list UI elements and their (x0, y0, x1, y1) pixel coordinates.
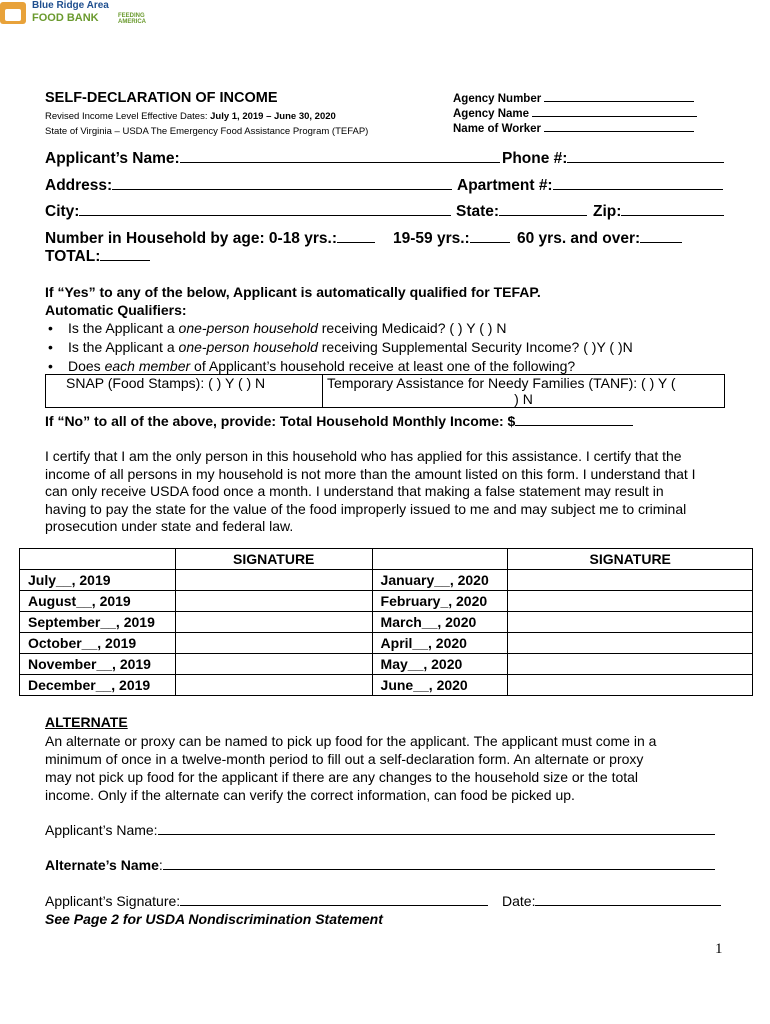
logo-line3: FEEDING AMERICA (118, 13, 146, 25)
qualifier-list (45, 319, 633, 376)
page-number: 1 (715, 941, 723, 957)
see-page-2-note: See Page 2 for USDA Nondiscrimination Statement (45, 911, 383, 927)
month-cell: November__, 2019 (20, 654, 176, 675)
month-cell: February_, 2020 (372, 591, 508, 612)
month-cell: April__, 2020 (372, 633, 508, 654)
qualifier-heading: Automatic Qualifiers: (45, 302, 187, 318)
signature-cell[interactable] (175, 612, 372, 633)
qualifier-medicaid[interactable]: • Is the Applicant a one-person household receiving Medicaid? ( ) Y ( ) N (45, 319, 633, 338)
month-cell: March__, 2020 (372, 612, 508, 633)
month-cell: May__, 2020 (372, 654, 508, 675)
alternate-name-field[interactable]: Alternate’s Name: (45, 857, 715, 873)
city-field[interactable]: City: (45, 203, 451, 221)
tanf-option[interactable]: Temporary Assistance for Needy Families (TANF): ( ) Y ( ) N (323, 375, 725, 408)
revised-dates: Revised Income Level Effective Dates: July 1, 2019 – June 30, 2020 (45, 111, 336, 122)
month-cell: July__, 2019 (20, 570, 176, 591)
monthly-income-field[interactable]: If “No” to all of the above, provide: Total Household Monthly Income: $ (45, 413, 633, 429)
snap-tanf-table (45, 374, 725, 408)
signature-cell[interactable] (508, 612, 753, 633)
signature-header-right: SIGNATURE (508, 549, 753, 570)
address-field[interactable]: Address: (45, 177, 452, 195)
age-19-59-field[interactable]: 19-59 yrs.: (393, 230, 510, 248)
signature-cell[interactable] (175, 654, 372, 675)
state-program-line: State of Virginia – USDA The Emergency Food Assistance Program (TEFAP) (45, 126, 369, 137)
signature-cell[interactable] (508, 654, 753, 675)
applicant-signature-field[interactable]: Applicant’s Signature: (45, 893, 488, 909)
agency-name-field[interactable]: Agency Name (453, 108, 697, 120)
state-field[interactable]: State: (456, 203, 587, 221)
signature-table (19, 548, 753, 696)
signature-header-left: SIGNATURE (175, 549, 372, 570)
phone-field[interactable]: Phone #: (502, 150, 724, 168)
month-cell: September__, 2019 (20, 612, 176, 633)
date-field[interactable]: Date: (502, 893, 721, 909)
blank-header-cell (20, 549, 176, 570)
logo-line2: FOOD BANK (32, 12, 99, 24)
certification-text: I certify that I am the only person in this household who has applied for this assistance. I certify that the income of all persons in my household is not more than the amount listed on this form. I understand that I can only receive USDA food once a month. I understand that making a false statement may result in having to pay the state for the value of the food improperly issued to me and may subject me to criminal prosecution under state and federal law. (45, 448, 696, 534)
applicant-name-field[interactable]: Applicant’s Name: (45, 150, 500, 168)
blank-header-cell (372, 549, 508, 570)
signature-cell[interactable] (508, 591, 753, 612)
food-bank-logo (0, 0, 150, 30)
qualifier-household: • Does each member of Applicant’s household receive at least one of the following? (45, 357, 633, 376)
form-title: SELF-DECLARATION OF INCOME (45, 90, 278, 106)
qualifier-ssi[interactable]: • Is the Applicant a one-person household receiving Supplemental Security Income? ( )Y ( )N (45, 338, 633, 357)
month-cell: October__, 2019 (20, 633, 176, 654)
signature-cell[interactable] (175, 633, 372, 654)
worker-name-field[interactable]: Name of Worker (453, 123, 694, 135)
signature-cell[interactable] (175, 591, 372, 612)
household-ages-field[interactable]: Number in Household by age: 0-18 yrs.: (45, 230, 375, 248)
zip-field[interactable]: Zip: (593, 203, 724, 221)
signature-cell[interactable] (175, 675, 372, 696)
agency-number-field[interactable]: Agency Number (453, 93, 694, 105)
signature-cell[interactable] (175, 570, 372, 591)
signature-cell[interactable] (508, 675, 753, 696)
month-cell: August__, 2019 (20, 591, 176, 612)
signature-cell[interactable] (508, 633, 753, 654)
month-cell: June__, 2020 (372, 675, 508, 696)
month-cell: January__, 2020 (372, 570, 508, 591)
total-field[interactable]: TOTAL: (45, 248, 150, 266)
snap-option[interactable]: SNAP (Food Stamps): ( ) Y ( ) N (46, 375, 323, 408)
alternate-text: An alternate or proxy can be named to pick up food for the applicant. The applicant must come in a minimum of once in a twelve-month period to fill out a self-declaration form. An alternate or proxy may not pick up food for the applicant if there are any changes to the household size or the total income. Only if the alternate can verify the correct information, can food be picked up. (45, 733, 657, 803)
month-cell: December__, 2019 (20, 675, 176, 696)
signature-cell[interactable] (508, 570, 753, 591)
qualifier-intro: If “Yes” to any of the below, Applicant is automatically qualified for TEFAP. (45, 284, 541, 300)
alternate-applicant-name-field[interactable]: Applicant’s Name: (45, 822, 715, 838)
apartment-field[interactable]: Apartment #: (457, 177, 723, 195)
logo-icon (0, 2, 26, 24)
age-60-field[interactable]: 60 yrs. and over: (517, 230, 682, 248)
logo-line1: Blue Ridge Area (32, 0, 109, 11)
alternate-heading: ALTERNATE (45, 714, 128, 730)
